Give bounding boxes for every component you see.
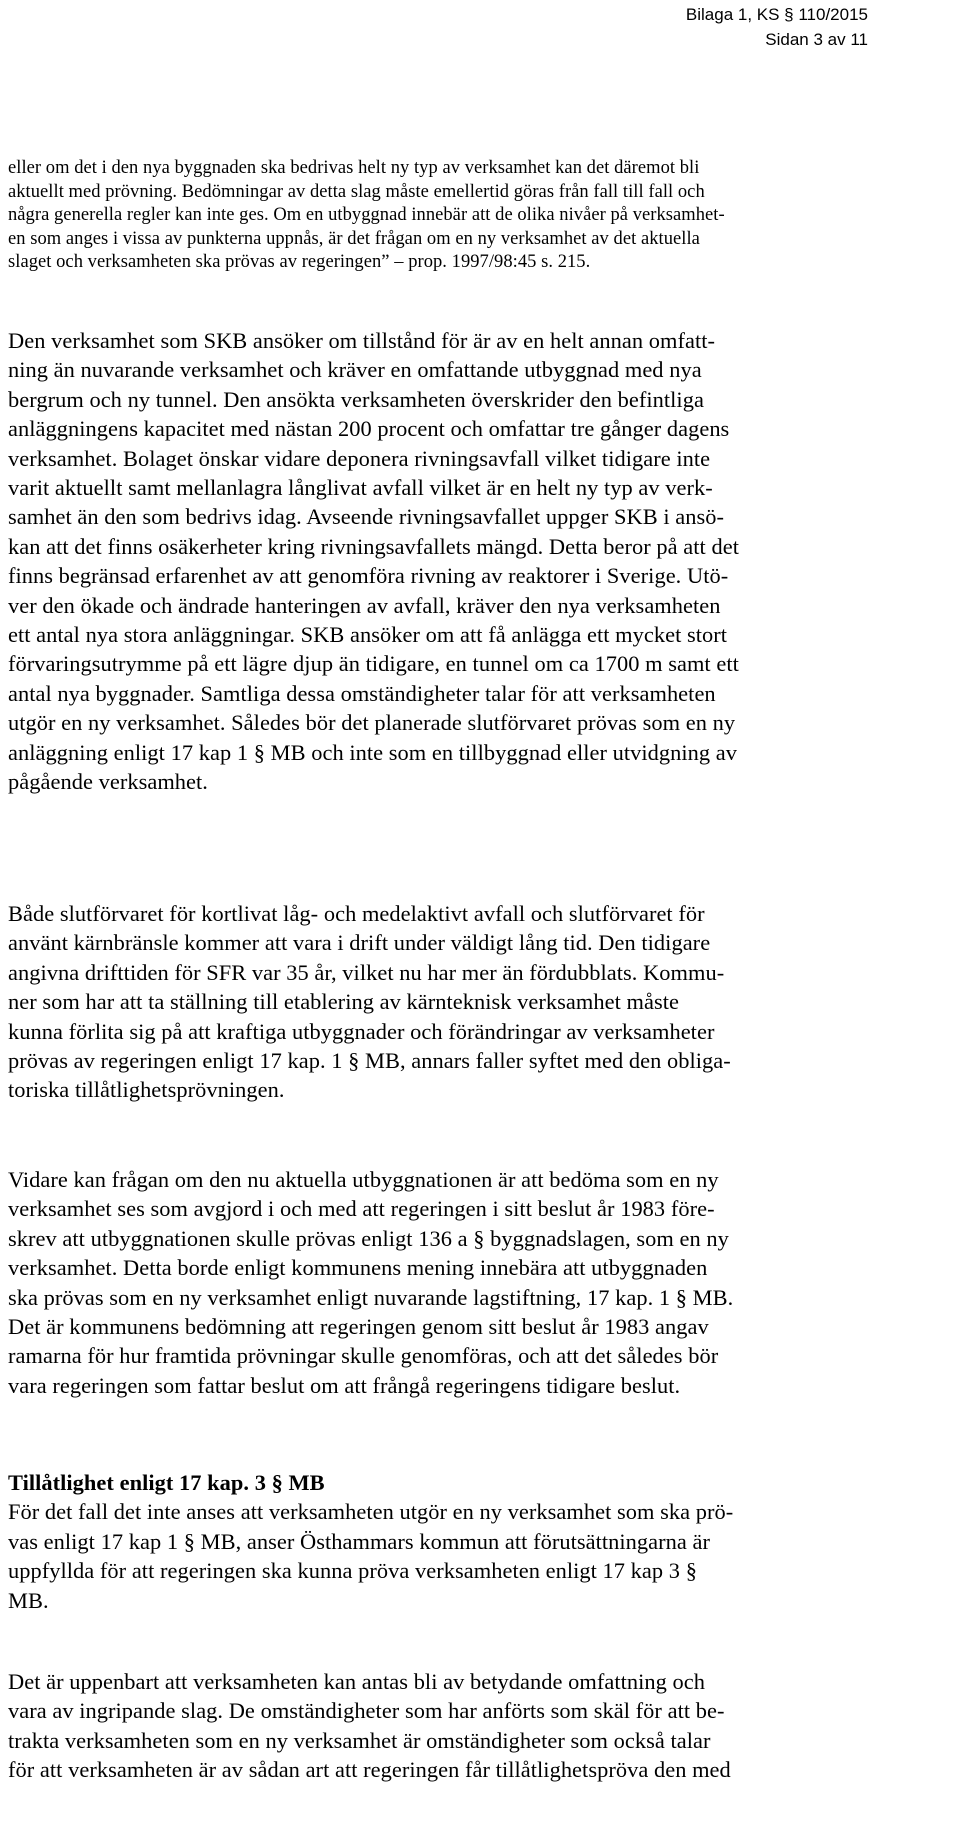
- quoted-passage: [8, 157, 928, 275]
- text-line: kunna förlita sig på att kraftiga utbyggnader och förändringar av verksamheter: [8, 1018, 715, 1044]
- quote-line: aktuellt med prövning. Bedömningar av detta slag måste emellertid göras från fall till fall och: [8, 181, 705, 202]
- text-line: anläggningens kapacitet med nästan 200 procent och omfattar tre gånger dagens: [8, 416, 730, 442]
- text-line: toriska tillåtlighetsprövningen.: [8, 1077, 285, 1103]
- quote-line: några generella regler kan inte ges. Om en utbyggnad innebär att de olika nivåer på verksamhet-: [8, 205, 725, 226]
- text-line: verksamhet. Bolaget önskar vidare deponera rivningsavfall vilket tidigare inte: [8, 445, 711, 471]
- text-line: verksamhet. Detta borde enligt kommunens mening innebära att utbyggnaden: [8, 1255, 708, 1281]
- text-line: Den verksamhet som SKB ansöker om tillstånd för är av en helt annan omfatt-: [8, 328, 716, 353]
- page-header: [686, 2, 868, 52]
- quote-line: eller om det i den nya byggnaden ska bedrivas helt ny typ av verksamhet kan det däremot bli: [8, 158, 700, 178]
- text-line: uppfyllda för att regeringen ska kunna pröva verksamheten enligt 17 kap 3 §: [8, 1558, 697, 1584]
- paragraph-operating-time: [8, 899, 928, 1105]
- text-line: ning än nuvarande verksamhet och kräver en omfattande utbyggnad med nya: [8, 357, 702, 383]
- paragraph-government-decision: [8, 1165, 928, 1400]
- section-permissibility: [8, 1468, 928, 1615]
- text-line: angivna drifttiden för SFR var 35 år, vilket nu har mer än fördubblats. Kommu-: [8, 959, 725, 985]
- page-number: Sidan 3 av 11: [765, 30, 868, 49]
- text-line: Vidare kan frågan om den nu aktuella utbyggnationen är att bedöma som en ny: [8, 1167, 719, 1192]
- text-line: finns begränsad erfarenhet av att genomföra rivning av reaktorer i Sverige. Utö-: [8, 563, 729, 589]
- paragraph-new-activity: [8, 326, 928, 797]
- text-line: MB.: [8, 1587, 49, 1613]
- quote-line: en som anges i vissa av punkterna uppnås, är det frågan om en ny verksamhet av det aktuella: [8, 228, 700, 249]
- text-line: samhet än den som bedrivs idag. Avseende rivningsavfallet uppger SKB i ansö-: [8, 504, 725, 530]
- text-line: ramarna för hur framtida prövningar skulle genomföras, och att det således bör: [8, 1343, 719, 1369]
- text-line: kan att det finns osäkerheter kring rivningsavfallets mängd. Detta beror på att det: [8, 533, 739, 559]
- text-line: För det fall det inte anses att verksamheten utgör en ny verksamhet som ska prö-: [8, 1499, 734, 1525]
- text-line: för att verksamheten är av sådan art att regeringen får tillåtlighetspröva den med: [8, 1757, 731, 1783]
- text-line: utgör en ny verksamhet. Således bör det planerade slutförvaret prövas som en ny: [8, 710, 736, 736]
- text-line: förvaringsutrymme på ett lägre djup än tidigare, en tunnel om ca 1700 m samt ett: [8, 651, 739, 677]
- text-line: Både slutförvaret för kortlivat låg- och medelaktivt avfall och slutförvaret för: [8, 901, 705, 926]
- paragraph-significant-scope: [8, 1667, 928, 1785]
- text-line: pågående verksamhet.: [8, 769, 208, 795]
- text-line: Det är kommunens bedömning att regeringen genom sitt beslut år 1983 angav: [8, 1314, 709, 1340]
- text-line: antal nya byggnader. Samtliga dessa omständigheter talar för att verksamheten: [8, 680, 716, 706]
- text-line: Det är uppenbart att verksamheten kan antas bli av betydande omfattning och: [8, 1669, 705, 1694]
- text-line: varit aktuellt samt mellanlagra långlivat avfall vilket är en helt ny typ av verk-: [8, 475, 713, 501]
- text-line: bergrum och ny tunnel. Den ansökta verksamheten överskrider den befintliga: [8, 386, 704, 412]
- text-line: ett antal nya stora anläggningar. SKB ansöker om att få anlägga ett mycket stort: [8, 622, 728, 648]
- section-heading: Tillåtlighet enligt 17 kap. 3 § MB: [8, 1470, 325, 1495]
- text-line: ner som har att ta ställning till etablering av kärnteknisk verksamhet måste: [8, 989, 679, 1015]
- text-line: ska prövas som en ny verksamhet enligt nuvarande lagstiftning, 17 kap. 1 § MB.: [8, 1284, 734, 1310]
- quote-line: slaget och verksamheten ska prövas av regeringen” – prop. 1997/98:45 s. 215.: [8, 252, 591, 273]
- text-line: vara regeringen som fattar beslut om att frångå regeringens tidigare beslut.: [8, 1372, 681, 1398]
- text-line: vara av ingripande slag. De omständigheter som har anförts som skäl för att be-: [8, 1698, 725, 1724]
- text-line: vas enligt 17 kap 1 § MB, anser Östhammars kommun att förutsättningarna är: [8, 1528, 711, 1554]
- text-line: verksamhet ses som avgjord i och med att regeringen i sitt beslut år 1983 före-: [8, 1196, 715, 1222]
- text-line: anläggning enligt 17 kap 1 § MB och inte som en tillbyggnad eller utvidgning av: [8, 739, 738, 765]
- text-line: ver den ökade och ändrade hanteringen av avfall, kräver den nya verksamheten: [8, 592, 721, 618]
- attachment-reference: Bilaga 1, KS § 110/2015: [685, 5, 868, 24]
- text-line: trakta verksamheten som en ny verksamhet är omständigheter som också talar: [8, 1727, 711, 1753]
- text-line: använt kärnbränsle kommer att vara i drift under väldigt lång tid. Den tidigare: [8, 930, 711, 956]
- text-line: prövas av regeringen enligt 17 kap. 1 § MB, annars faller syftet med den obliga-: [8, 1048, 731, 1074]
- text-line: skrev att utbyggnationen skulle prövas enligt 136 a § byggnadslagen, som en ny: [8, 1225, 729, 1251]
